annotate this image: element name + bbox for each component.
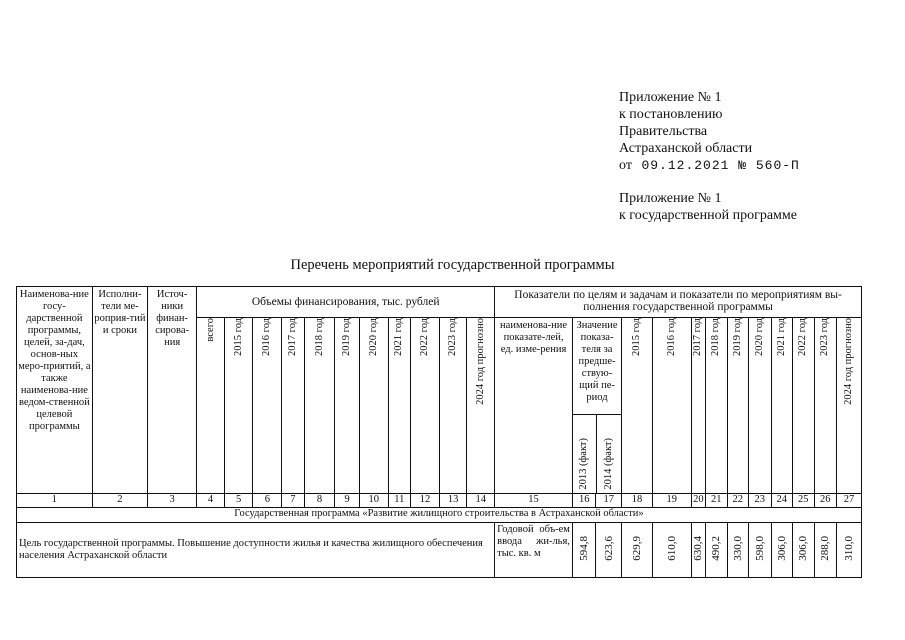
indicator-value: 623,6 [596,523,622,578]
approval-line: Приложение № 1 [619,191,722,206]
column-number: 15 [495,494,573,508]
executors-header: Исполни-тели ме-роприя-тий и сроки [92,287,147,494]
financing-col-header: 2016 год [253,318,282,494]
goal-description: Цель государственной программы. Повышение доступности жилья и качества жилищного обеспечения населения Астраханской области [17,523,495,578]
column-number: 11 [388,494,411,508]
decree-date-stamp: 09.12.2021 № 560-П [641,158,800,173]
goal-row [17,523,862,578]
column-number: 26 [814,494,837,508]
indicator-year-header: 2021 год [771,318,793,494]
indicator-value: 310,0 [837,523,862,578]
financing-col-header: 2021 год [388,318,411,494]
indicator-value: 630,4 [691,523,705,578]
column-number-row [17,494,862,508]
approval-line: Правительства [619,124,708,139]
indicator-name-header: наименова-ние показате-лей, ед. изме-рения [495,318,573,494]
column-number: 13 [439,494,467,508]
program-band: Государственная программа «Развитие жилищного строительства в Астраханской области» [17,508,862,523]
sources-header: Источ-ники финан-сирова-ния [148,287,197,494]
financing-col-header: 2023 год [439,318,467,494]
column-number: 8 [304,494,335,508]
prev-period-header [572,318,621,494]
indicator-year-header: 2017 год [691,318,705,494]
financing-col-header: всего [197,318,225,494]
column-number: 22 [727,494,749,508]
indicator-value: 598,0 [749,523,772,578]
indicator-year-header: 2016 год [652,318,691,494]
approval-date-line [619,157,800,174]
approval-line: к постановлению [619,107,723,122]
indicator-value: 330,0 [727,523,749,578]
indicator-value: 610,0 [652,523,691,578]
column-number: 1 [17,494,93,508]
indicator-value: 594,8 [572,523,596,578]
column-number: 27 [837,494,862,508]
indicators-header: Показатели по целям и задачам и показатели по мероприятиям вы-полнения государственной программы [495,287,862,318]
column-number: 20 [691,494,705,508]
column-number: 23 [749,494,772,508]
column-number: 2 [92,494,147,508]
financing-col-header: 2017 год [282,318,305,494]
financing-col-header: 2018 год [304,318,335,494]
column-number: 24 [771,494,793,508]
approval-line: к государственной программе [619,208,797,223]
indicator-year-header: 2015 год [622,318,653,494]
financing-col-header: 2020 год [359,318,388,494]
indicator-year-header: 2024 год прогнозно [837,318,862,494]
indicator-year-header: 2023 год [814,318,837,494]
document-title: Перечень мероприятий государственной программы [290,257,615,273]
program-band-row [17,508,862,523]
measures-table [16,286,862,578]
column-number: 9 [335,494,360,508]
column-number: 7 [282,494,305,508]
date-prefix: от [619,158,632,173]
column-number: 6 [253,494,282,508]
approval-block-decree [619,89,800,174]
column-number: 12 [411,494,440,508]
column-number: 18 [622,494,653,508]
indicator-year-header: 2018 год [706,318,728,494]
goal-indicator-name: Годовой объ-ем ввода жи-лья, тыс. кв. м [495,523,573,578]
financing-col-header: 2015 год [224,318,253,494]
prev-year-2013: 2013 (факт) [573,415,597,493]
column-number: 4 [197,494,225,508]
header-row-1 [17,287,862,318]
financing-header: Объемы финансирования, тыс. рублей [197,287,495,318]
financing-col-header: 2019 год [335,318,360,494]
column-number: 21 [706,494,728,508]
column-number: 14 [467,494,495,508]
indicator-value: 306,0 [793,523,815,578]
column-number: 17 [596,494,622,508]
column-number: 19 [652,494,691,508]
column-number: 3 [148,494,197,508]
program-name-header: Наименова-ние госу-дарственной программы, целей, за-дач, основ-ных меро-приятий, а также наименова-ние ведом-ственной целевой программы [17,287,93,494]
indicator-value: 629,9 [622,523,653,578]
indicator-year-header: 2022 год [793,318,815,494]
financing-col-header: 2024 год прогнозно [467,318,495,494]
indicator-year-header: 2020 год [749,318,772,494]
indicator-value: 490,2 [706,523,728,578]
column-number: 10 [359,494,388,508]
approval-line: Приложение № 1 [619,90,722,105]
financing-col-header: 2022 год [411,318,440,494]
column-number: 5 [224,494,253,508]
column-number: 25 [793,494,815,508]
column-number: 16 [572,494,596,508]
indicator-year-header: 2019 год [727,318,749,494]
prev-period-label: Значение показа-теля за предше-ствую-щий пе-риод [576,320,618,403]
prev-year-2014: 2014 (факт) [603,438,614,490]
indicator-value: 288,0 [814,523,837,578]
prev-period-years [573,414,621,493]
approval-line: Астраханской области [619,141,753,156]
approval-block-program [619,190,797,224]
indicator-value: 306,0 [771,523,793,578]
